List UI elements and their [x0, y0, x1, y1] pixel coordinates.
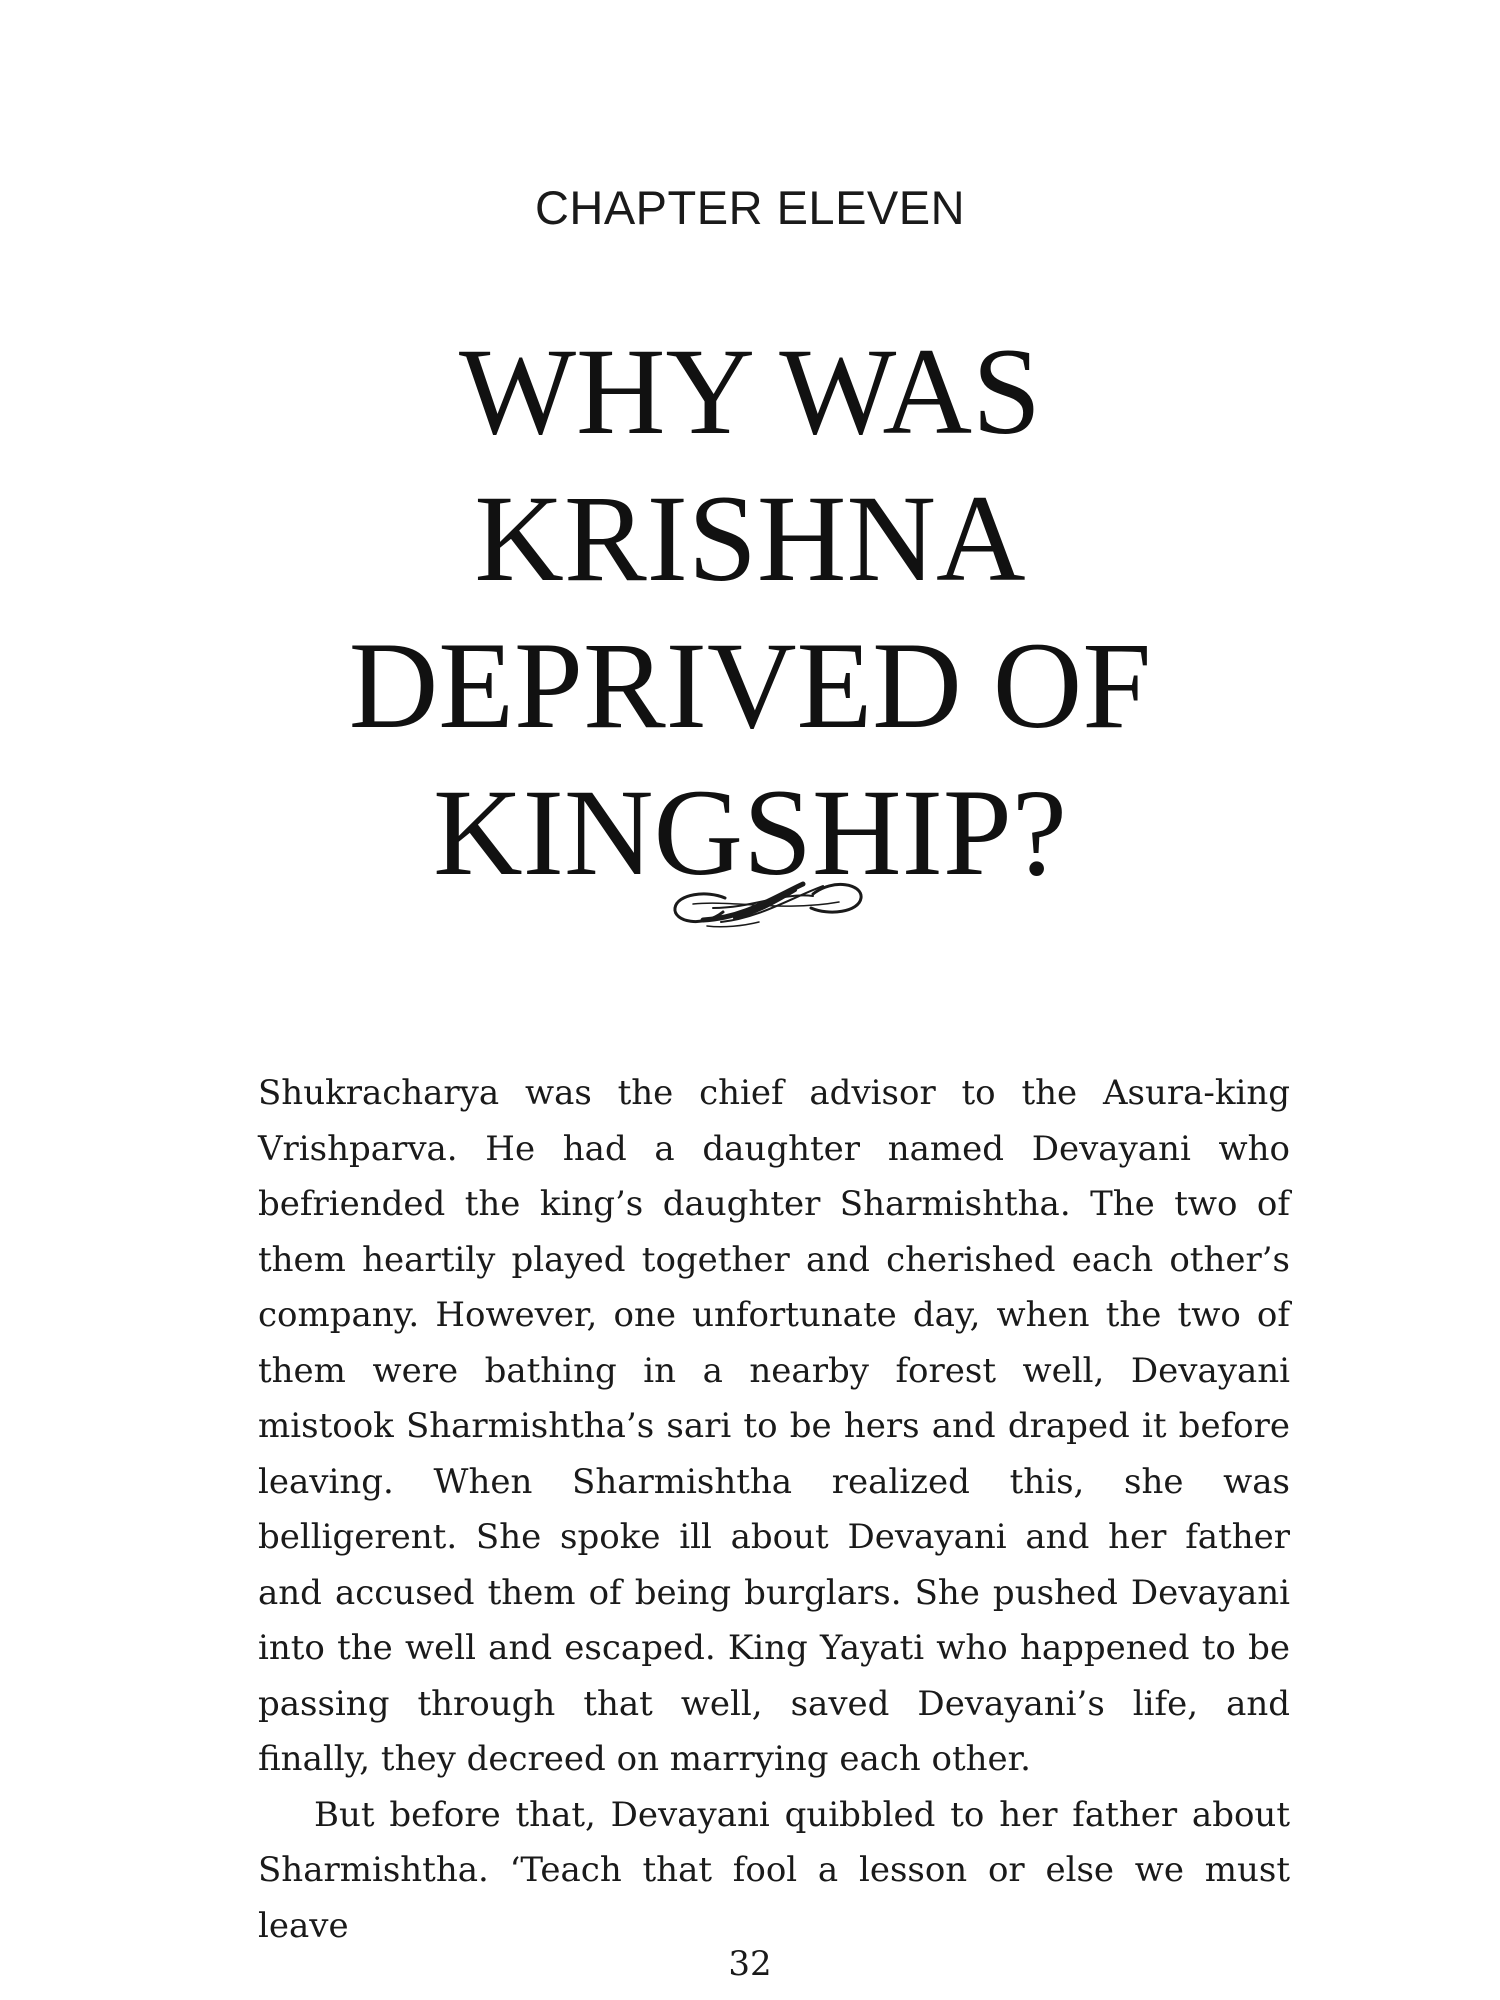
body-paragraph: But before that, Devayani quibbled to her father about Sharmishtha. ‘Teach that fool a lesson or else we must leave	[258, 1794, 1290, 1946]
page-number: 32	[728, 1944, 772, 1984]
chapter-title-line: WHY WAS	[458, 323, 1042, 460]
flourish-divider-icon	[663, 868, 873, 938]
chapter-title-line: DEPRIVED OF	[348, 617, 1152, 754]
chapter-title-line: KINGSHIP?	[433, 764, 1067, 901]
chapter-label: CHAPTER ELEVEN	[534, 181, 966, 234]
chapter-title	[0, 318, 1500, 906]
body-paragraph: Shukracharya was the chief advisor to the Asura-king Vrishparva. He had a daughter named Devayani who befriended the king’s daughter Sharmishtha. The two of them heartily played together and cherished each other’s company. However, one unfortunate day, when the two of them were bathing in a nearby forest well, Devayani mistook Sharmishtha’s sari to be hers and draped it before leaving. When Sharmishtha realized this, she was belligerent. She spoke ill about Devayani and her father and accused them of being burglars. She pushed Devayani into the well and escaped. King Yayati who happened to be passing through that well, saved Devayani’s life, and finally, they decreed on marrying each other.	[258, 1073, 1290, 1779]
chapter-title-line: KRISHNA	[474, 470, 1026, 607]
body-text	[258, 1066, 1290, 1954]
